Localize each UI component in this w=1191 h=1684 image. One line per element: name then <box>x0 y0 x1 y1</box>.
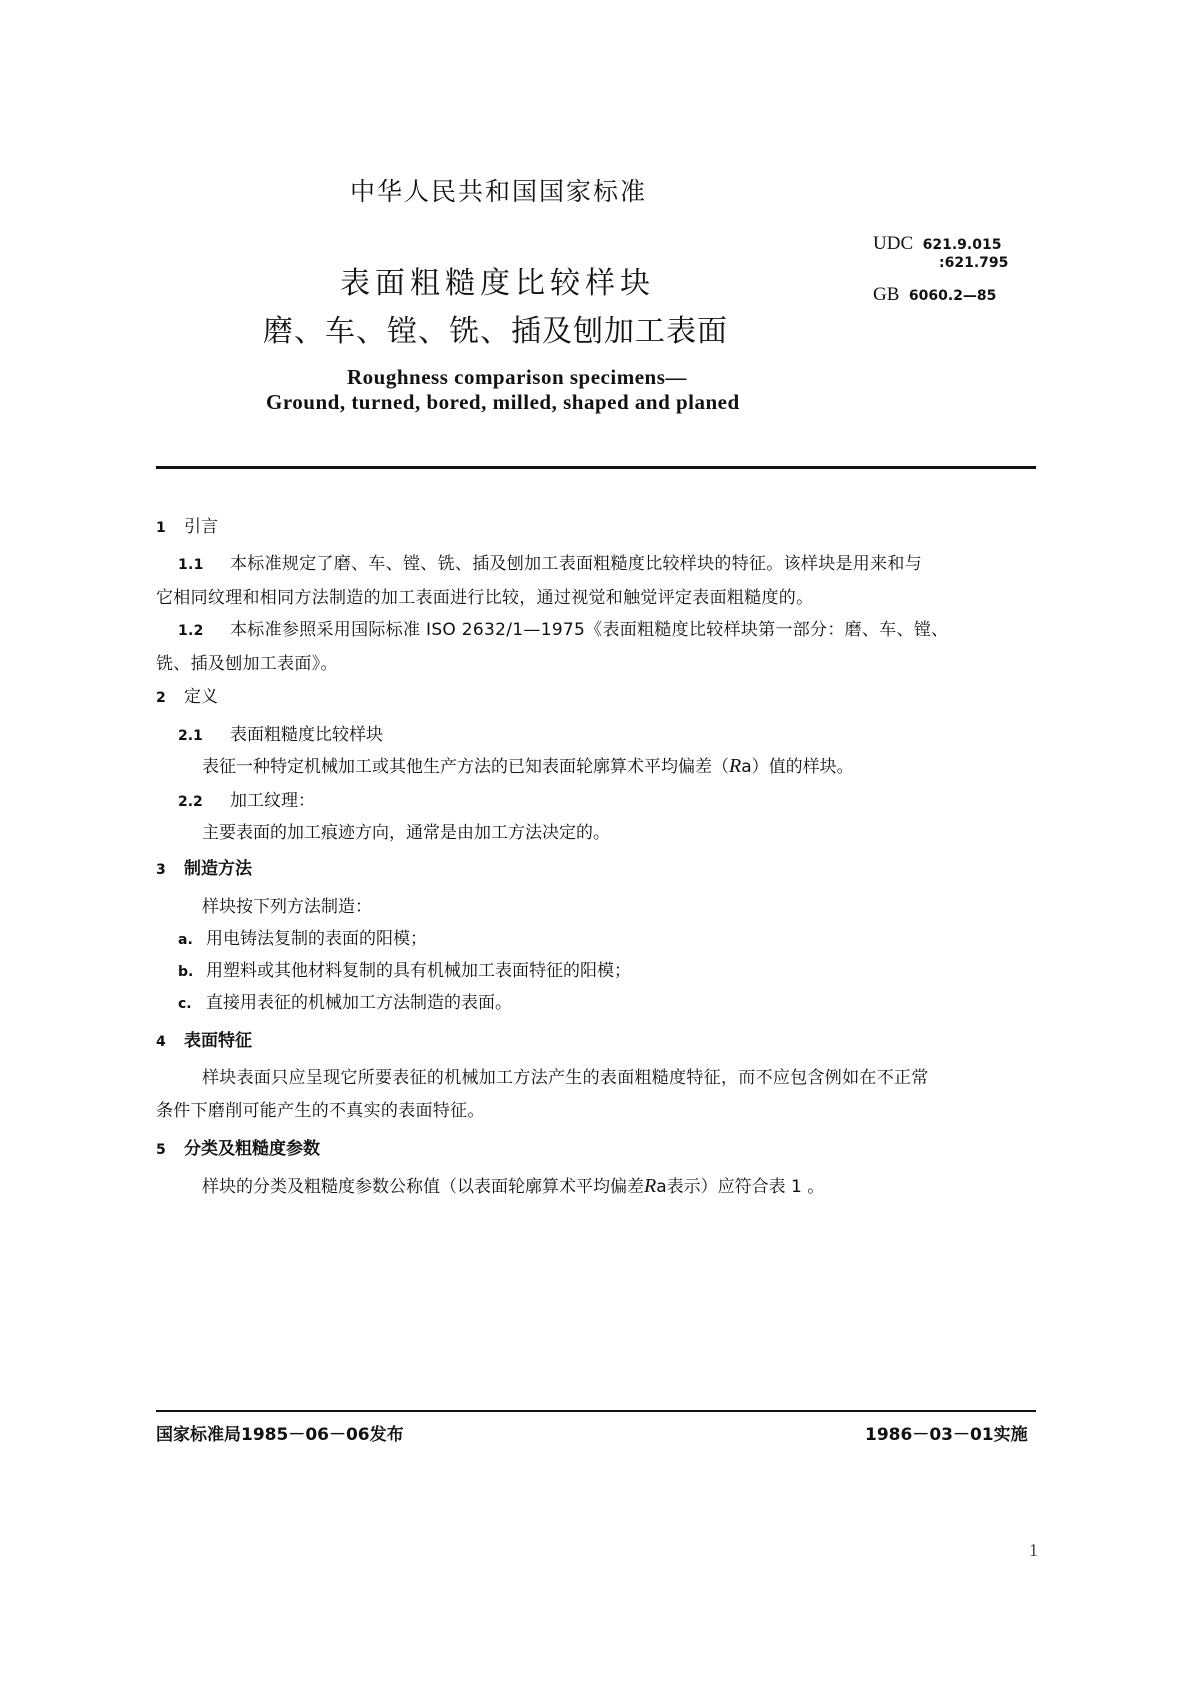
list-text: 直接用表征的机械加工方法制造的表面。 <box>206 993 512 1013</box>
section-number: 2 <box>156 690 166 706</box>
clause-2-1-heading <box>178 720 383 745</box>
clause-number: 2.1 <box>178 728 203 744</box>
gb-label: GB <box>873 284 900 305</box>
clause-text-line1: 本标准规定了磨、车、镗、铣、插及刨加工表面粗糙度比较样块的特征。该样块是用来和与 <box>230 554 922 574</box>
issue-date: 国家标准局1985－06－06发布 <box>156 1425 404 1445</box>
clause-number: 1.1 <box>178 557 204 573</box>
section-title: 分类及粗糙度参数 <box>184 1139 320 1159</box>
section-title: 定义 <box>184 687 218 707</box>
section-1-heading <box>156 512 218 537</box>
clause-1-2 <box>156 614 1036 681</box>
paragraph-line1: 样块表面只应呈现它所要表征的机械加工方法产生的表面粗糙度特征，而不应包含例如在不正常 <box>202 1068 929 1088</box>
list-text: 用塑料或其他材料复制的具有机械加工表面特征的阳模； <box>206 961 631 981</box>
english-title-line1: Roughness comparison specimens— <box>347 365 687 389</box>
clause-text-line2: 它相同纹理和相同方法制造的加工表面进行比较，通过视觉和触觉评定表面粗糙度的。 <box>156 588 814 608</box>
footer-divider <box>156 1410 1036 1412</box>
clause-text-line1: 本标准参照采用国际标准 ISO 2632/1—1975《表面粗糙度比较样块第一部分：磨、车、镗、 <box>230 620 949 640</box>
header-divider <box>156 466 1036 469</box>
ra-symbol: R <box>729 755 742 777</box>
paragraph-text-end: 表示）应符合表 1 。 <box>666 1177 825 1197</box>
clause-2-1-definition <box>202 752 854 778</box>
section-title: 表面特征 <box>184 1031 252 1051</box>
udc-code-secondary: :621.795 <box>939 255 1009 271</box>
clause-number: 1.2 <box>178 623 204 639</box>
section-4-heading <box>156 1026 252 1051</box>
clause-1-1 <box>156 548 1036 615</box>
clause-2-2-heading <box>178 786 315 811</box>
ra-subscript: a <box>741 757 752 777</box>
list-letter: a. <box>178 932 193 948</box>
udc-label: UDC <box>873 233 914 254</box>
clause-title: 表面粗糙度比较样块 <box>230 725 383 745</box>
section-3-intro: 样块按下列方法制造： <box>202 897 372 917</box>
page-number: 1 <box>1029 1540 1038 1560</box>
clause-title: 加工纹理： <box>230 791 315 811</box>
clause-number: 2.2 <box>178 794 203 810</box>
effective-date: 1986－03－01实施 <box>865 1425 1028 1445</box>
section-title: 引言 <box>184 517 218 537</box>
section-number: 1 <box>156 520 166 536</box>
section-5-text <box>202 1172 824 1198</box>
document-subtitle: 磨、车、镗、铣、插及刨加工表面 <box>263 314 728 349</box>
list-letter: c. <box>178 996 192 1012</box>
national-standard-heading: 中华人民共和国国家标准 <box>350 177 648 206</box>
section-number: 5 <box>156 1142 166 1158</box>
document-title: 表面粗糙度比较样块 <box>340 266 655 301</box>
section-number: 3 <box>156 862 166 878</box>
gb-code: 6060.2—85 <box>908 288 997 304</box>
section-4-text <box>156 1062 1036 1128</box>
list-item <box>178 956 631 981</box>
paragraph-line2: 条件下磨削可能产生的不真实的表面特征。 <box>156 1101 485 1121</box>
section-5-heading <box>156 1134 320 1159</box>
udc-classification <box>873 233 1001 255</box>
section-2-heading <box>156 682 218 707</box>
section-title: 制造方法 <box>184 859 252 879</box>
list-item <box>178 924 427 949</box>
clause-2-2-definition: 主要表面的加工痕迹方向，通常是由加工方法决定的。 <box>202 823 610 843</box>
list-item <box>178 988 512 1013</box>
paragraph-text: 样块的分类及粗糙度参数公称值（以表面轮廓算术平均偏差 <box>202 1177 644 1197</box>
english-title-line2: Ground, turned, bored, milled, shaped and planed <box>266 390 740 414</box>
ra-subscript: a <box>656 1177 667 1197</box>
clause-text-line2: 铣、插及刨加工表面》。 <box>156 654 338 674</box>
gb-standard-number <box>873 284 996 306</box>
ra-symbol: R <box>644 1175 657 1197</box>
section-number: 4 <box>156 1034 166 1050</box>
udc-code: 621.9.015 <box>922 237 1002 253</box>
definition-text-end: ）值的样块。 <box>751 757 854 777</box>
definition-text: 表征一种特定机械加工或其他生产方法的已知表面轮廓算术平均偏差（ <box>202 757 729 777</box>
list-letter: b. <box>178 964 194 980</box>
section-3-heading <box>156 854 252 879</box>
list-text: 用电铸法复制的表面的阳模； <box>206 929 427 949</box>
